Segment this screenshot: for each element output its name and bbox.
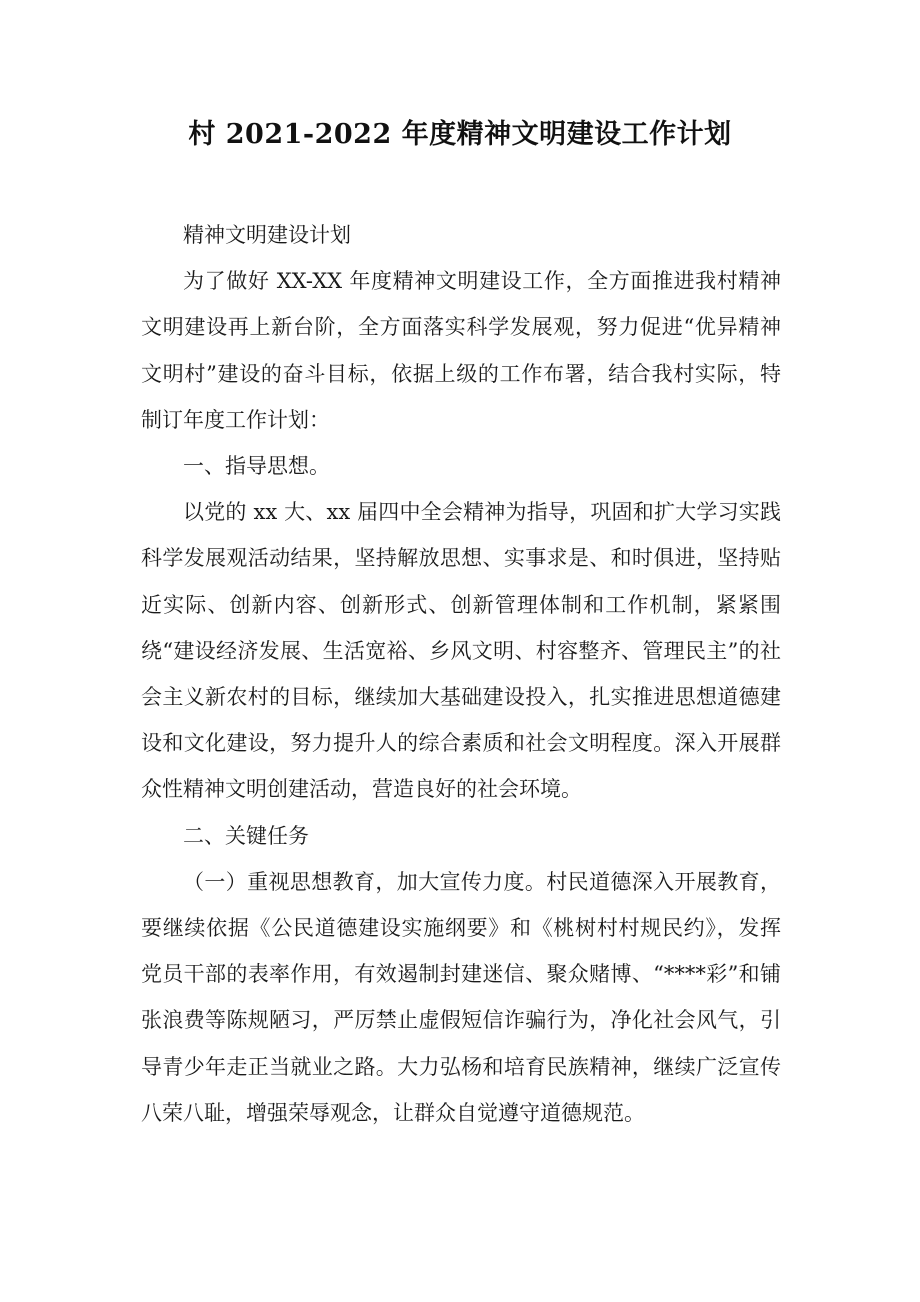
paragraph-guiding-thought: 以党的 xx 大、xx 届四中全会精神为指导，巩固和扩大学习实践科学发展观活动结果，坚持解放思想、实事求是、和时俱进，坚持贴近实际、创新内容、创新形式、创新管理体制和工作机制，紧紧围绕“建设经济发展、生活宽裕、乡风文明、村容整齐、管理民主”的社会主义新农村的目标，继续加大基础建设投入，扎实推进思想道德建设和文化建设，努力提升人的综合素质和社会文明程度。深入开展群众性精神文明创建活动，营造良好的社会环境。 <box>141 500 781 802</box>
paragraph-key-task-1: （一）重视思想教育，加大宣传力度。村民道德深入开展教育，要继续依据《公民道德建设实施纲要》和《桃树村村规民约》，发挥党员干部的表率作用，有效遏制封建迷信、聚众赌博、“****彩”和铺张浪费等陈规陋习，严厉禁止虚假短信诈骗行为，净化社会风气，引导青少年走正当就业之路。大力弘杨和培育民族精神，继续广泛宣传八荣八耻，增强荣辱观念，让群众自觉遵守道德规范。 <box>141 869 781 1125</box>
paragraph-subtitle: 精神文明建设计划 <box>183 223 351 247</box>
document-body <box>141 212 781 1136</box>
document-title: 村 2021-2022 年度精神文明建设工作计划 <box>188 119 732 150</box>
section-heading-key-tasks: 二、关键任务 <box>183 823 309 848</box>
section-heading-guiding-thought: 一、指导思想。 <box>183 454 330 479</box>
paragraph-intro: 为了做好 XX-XX 年度精神文明建设工作，全方面推进我村精神文明建设再上新台阶，全方面落实科学发展观，努力促进“优异精神文明村”建设的奋斗目标，依据上级的工作布署，结合我村实际，特制订年度工作计划： <box>141 269 781 432</box>
